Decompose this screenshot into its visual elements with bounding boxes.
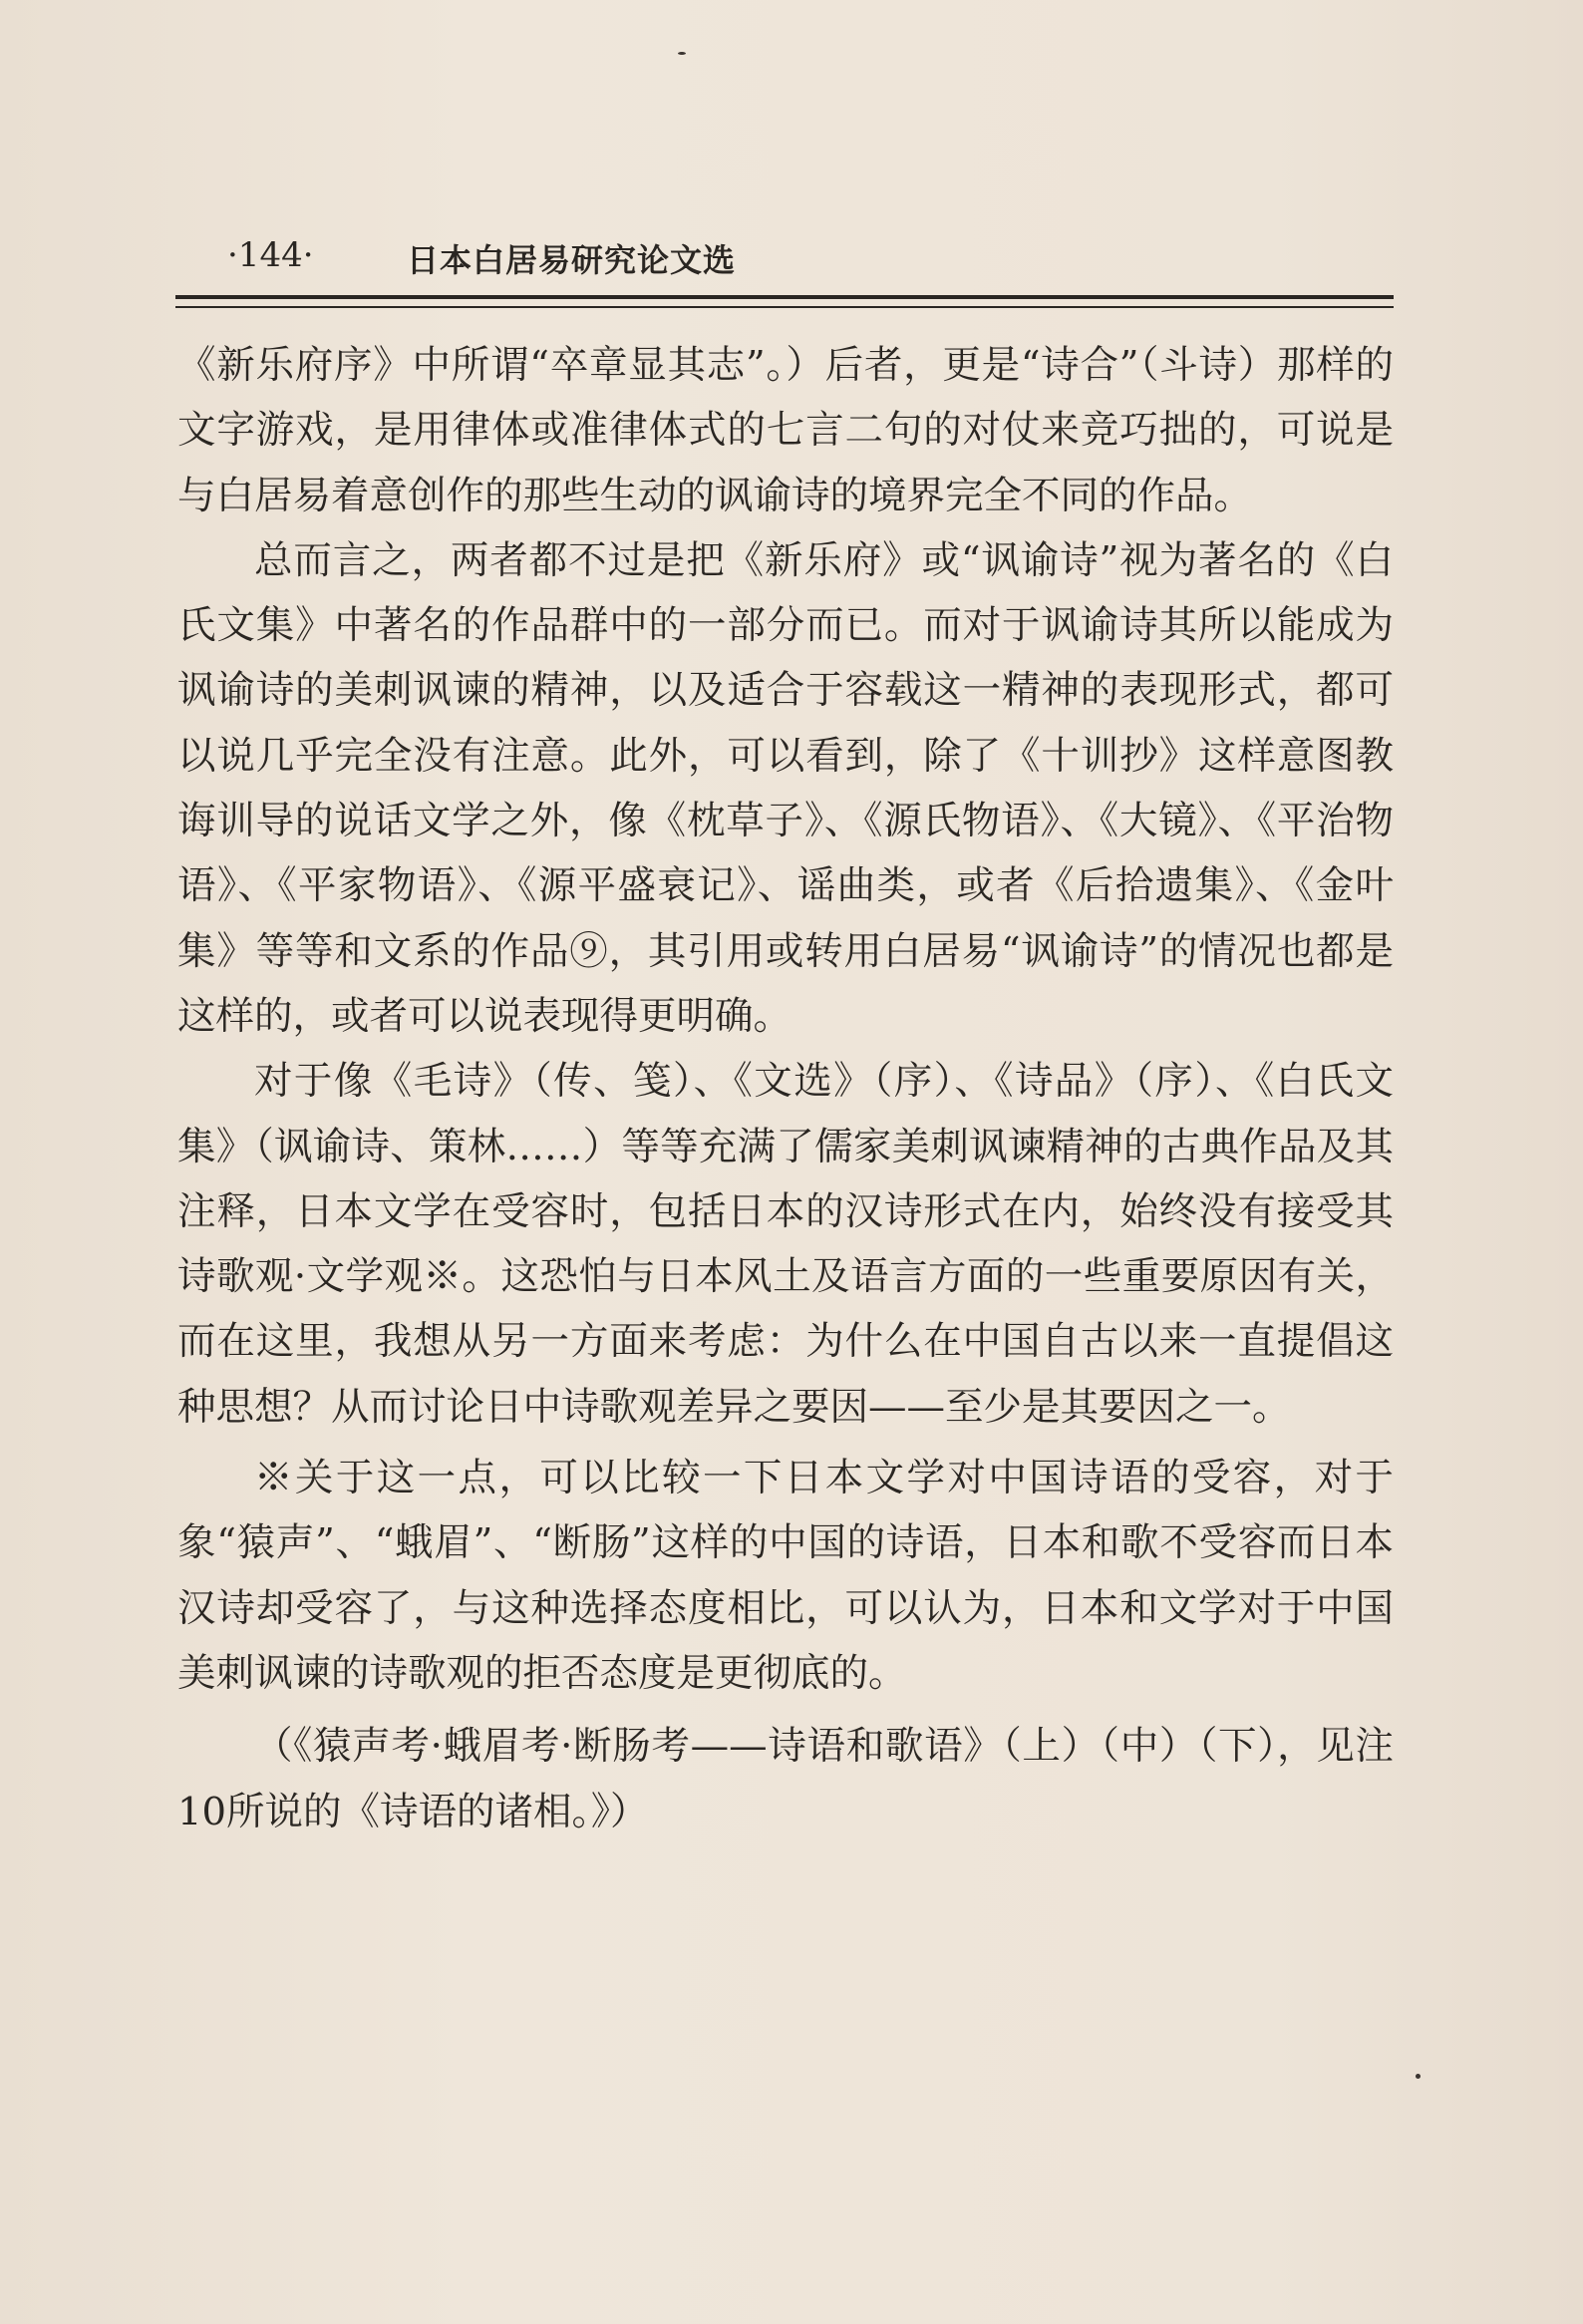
paragraph-3: 对于像《毛诗》（传、笺）、《文选》（序）、《诗品》（序）、《白氏文集》（讽谕诗、策林……）等等充满了儒家美刺讽谏精神的古典作品及其注释，日本文学在受容时，包括日本的汉诗形式在内，始终没有接受其诗歌观·文学观※。这恐怕与日本风土及语言方面的一些重要原因有关，而在这里，我想从另一方面来考虑：为什么在中国自古以来一直提倡这种思想？从而讨论日中诗歌观差异之要因——至少是其要因之一。 [177,1059,1394,1430]
footnote-remark: ※关于这一点，可以比较一下日本文学对中国诗语的受容，对于象“猿声”、“蛾眉”、“断肠”这样的中国的诗语，日本和歌不受容而日本汉诗却受容了，与这种选择态度相比，可以认为，日本和文学对于中国美刺讽谏的诗歌观的拒否态度是更彻底的。 [177,1456,1394,1696]
paper-speck [678,52,686,55]
body-text [177,333,1394,1844]
paragraph-1: 《新乐府序》中所谓“卒章显其志”。）后者，更是“诗合”（斗诗）那样的文字游戏，是用律体或准律体式的七言二句的对仗来竞巧拙的，可说是与白居易着意创作的那些生动的讽谕诗的境界完全不同的作品。 [177,343,1394,518]
book-title: 日本白居易研究论文选 [407,241,737,279]
page-number: ·144· [227,235,314,275]
paragraph-2: 总而言之，两者都不过是把《新乐府》或“讽谕诗”视为著名的《白氏文集》中著名的作品群中的一部分而已。而对于讽谕诗其所以能成为讽谕诗的美刺讽谏的精神，以及适合于容载这一精神的表现形式，都可以说几乎完全没有注意。此外，可以看到，除了《十训抄》这样意图教诲训导的说话文学之外，像《枕草子》、《源氏物语》、《大镜》、《平治物语》、《平家物语》、《源平盛衰记》、谣曲类，或者《后拾遗集》、《金叶集》等等和文系的作品⑨，其引用或转用白居易“讽谕诗”的情况也都是这样的，或者可以说表现得更明确。 [177,537,1394,1039]
footnote-citation: （《猿声考·蛾眉考·断肠考——诗语和歌语》（上）（中）（下），见注10所说的《诗语的诸相。》） [177,1724,1394,1834]
header-rule-thin [175,306,1394,308]
paper-speck [1416,2074,1421,2079]
header-rule-thick [175,295,1394,299]
running-header [177,235,1394,287]
